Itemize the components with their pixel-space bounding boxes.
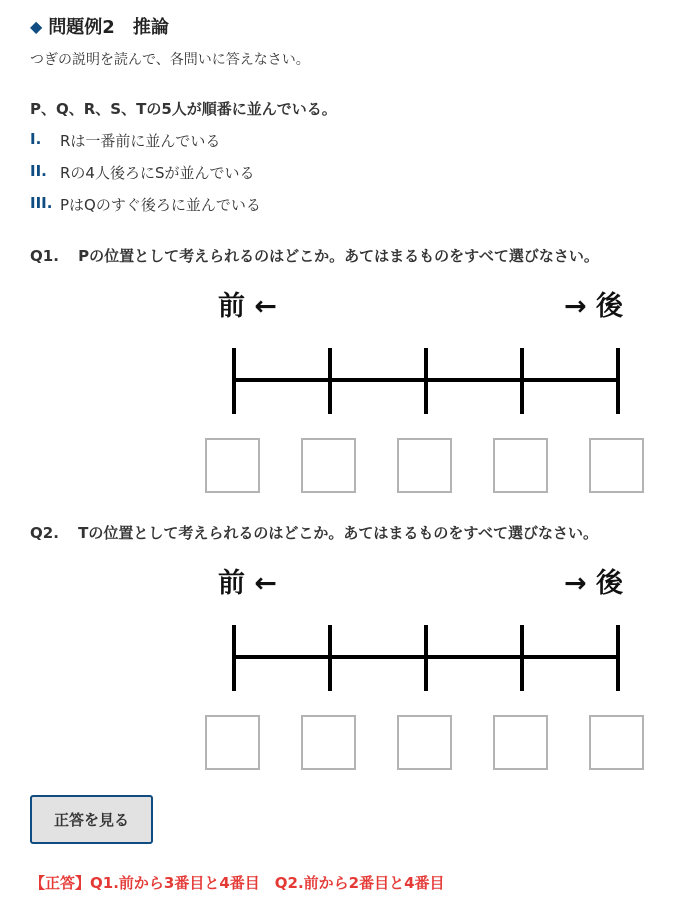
- front-label: 前 ←: [218, 291, 278, 322]
- diamond-icon: ◆: [30, 16, 43, 36]
- q2-answer-box-3[interactable]: [397, 715, 452, 770]
- front-label: 前 ←: [218, 568, 278, 599]
- q1-answer-box-3[interactable]: [397, 438, 452, 493]
- question-number: Q2.: [30, 524, 59, 542]
- show-answer-button[interactable]: 正答を見る: [30, 795, 153, 844]
- condition-2: [30, 162, 255, 183]
- question-text: Pの位置として考えられるのはどこか。あてはまるものをすべて選びなさい。: [78, 247, 599, 265]
- question-text: Tの位置として考えられるのはどこか。あてはまるものをすべて選びなさい。: [78, 524, 599, 542]
- queue-line: [200, 284, 660, 424]
- premise: P、Q、R、S、Tの5人が順番に並んでいる。: [30, 100, 337, 118]
- condition-1: [30, 130, 220, 151]
- page-title-text: 問題例2 推論: [48, 17, 169, 38]
- question-1: [30, 245, 599, 266]
- back-label: → 後: [564, 291, 624, 322]
- condition-3: [30, 194, 261, 215]
- question-2: [30, 522, 598, 543]
- queue-line: [200, 561, 660, 701]
- question-number: Q1.: [30, 247, 59, 265]
- q2-answer-box-5[interactable]: [589, 715, 644, 770]
- condition-number: I.: [30, 130, 42, 148]
- q1-answer-box-2[interactable]: [301, 438, 356, 493]
- position-diagram-q1: [200, 284, 660, 494]
- page-title: [30, 12, 169, 40]
- back-label: → 後: [564, 568, 624, 599]
- condition-text: PはQのすぐ後ろに並んでいる: [60, 196, 261, 214]
- condition-number: II.: [30, 162, 47, 180]
- q2-answer-box-4[interactable]: [493, 715, 548, 770]
- q1-answer-box-5[interactable]: [589, 438, 644, 493]
- instructions: つぎの説明を読んで、各問いに答えなさい。: [30, 52, 310, 68]
- condition-number: III.: [30, 194, 53, 212]
- correct-answer: 【正答】Q1.前から3番目と4番目 Q2.前から2番目と4番目: [30, 874, 445, 892]
- q1-answer-box-4[interactable]: [493, 438, 548, 493]
- condition-text: Rの4人後ろにSが並んでいる: [60, 164, 255, 182]
- q2-answer-box-1[interactable]: [205, 715, 260, 770]
- position-diagram-q2: [200, 561, 660, 771]
- q1-answer-box-1[interactable]: [205, 438, 260, 493]
- q2-answer-box-2[interactable]: [301, 715, 356, 770]
- condition-text: Rは一番前に並んでいる: [60, 132, 221, 150]
